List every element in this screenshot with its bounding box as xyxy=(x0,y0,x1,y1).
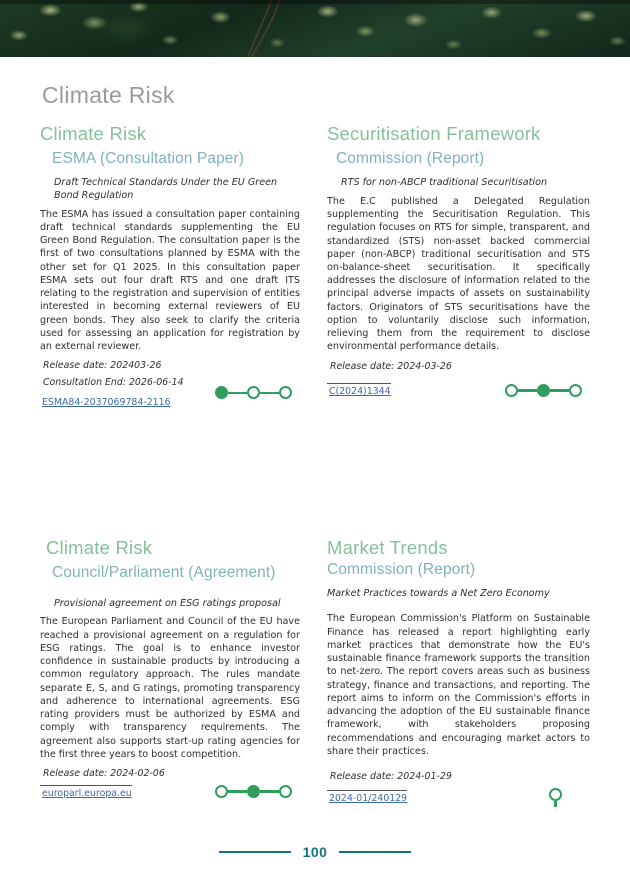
banner-top-shade xyxy=(0,0,630,4)
progress-bar-2 xyxy=(260,392,279,395)
card-subtitle: Market Practices towards a Net Zero Economy xyxy=(327,587,550,599)
progress-steps[interactable] xyxy=(215,785,300,798)
page-title: Climate Risk xyxy=(42,82,175,108)
card-body: The European Commission's Platform on Sustainable Finance has released a report highlighting early market practices that demonstrate how the EU's sustainable finance framework supports the transition to net-zero. The report covers areas such as business strategy, finance and transactions, and reporting. The report aims to inform on the Commission's efforts in advancing the adoption of the EU sustainable finance framework, with stakeholders proposing recommendations and encouraging market actors to share their practices. xyxy=(327,613,590,757)
card-reference-link[interactable]: ESMA84-2037069784-2116 xyxy=(42,396,171,408)
card-topic: Securitisation Framework xyxy=(327,123,541,144)
cards-row-2 xyxy=(40,537,590,807)
progress-dot-1[interactable] xyxy=(215,785,228,798)
progress-dot-1[interactable] xyxy=(215,386,228,399)
card-body: The European Parliament and Council of the EU have reached a provisional agreement on a regulation for ESG ratings. The goal is to enhance investor confidence in sustainable products by introducing a common regulatory approach. The rules mandate separate E, S, and G ratings, promoting transparency and adherence to international agreements. ESG rating providers must be authorized by ESMA and comply with transparency requirements. The agreement also supports start-up rating agencies for the first three years to boost competition. xyxy=(40,616,300,760)
progress-bar-1 xyxy=(228,392,247,395)
card-reference-link[interactable]: europarl.europa.eu xyxy=(40,785,132,799)
footer-rule-right xyxy=(339,851,411,853)
progress-dot-2[interactable] xyxy=(247,785,260,798)
progress-bar-2 xyxy=(260,790,279,793)
progress-steps[interactable] xyxy=(549,788,590,807)
progress-dot-3[interactable] xyxy=(279,386,292,399)
card-subtitle: RTS for non-ABCP traditional Securitisation xyxy=(341,176,548,188)
card-source: Commission (Report) xyxy=(336,150,485,168)
card-climate-risk-esma xyxy=(40,123,306,409)
card-topic: Climate Risk xyxy=(40,123,147,144)
progress-steps[interactable] xyxy=(215,386,300,399)
progress-bar-1 xyxy=(228,790,247,793)
footer-rule-left xyxy=(219,851,291,853)
progress-dot-3[interactable] xyxy=(569,384,582,397)
card-release-date: Release date: 2024-01-29 xyxy=(330,771,452,783)
card-securitisation-framework xyxy=(324,123,590,397)
cards-row-1 xyxy=(40,123,590,409)
card-consultation-end: Consultation End: 2026-06-14 xyxy=(43,377,184,388)
card-climate-risk-council xyxy=(40,537,306,799)
progress-dot-2[interactable] xyxy=(537,384,550,397)
card-release-date: Release date: 2024-02-06 xyxy=(43,768,165,780)
progress-steps[interactable] xyxy=(505,384,590,397)
forest-road-overlay xyxy=(0,0,630,57)
card-topic: Climate Risk xyxy=(46,536,153,558)
card-body: The ESMA has issued a consultation paper containing draft technical standards supplementing the EU Green Bond Regulation. The consultation paper is the first of two consultations planned by ESMA with the other set for Q1 2025. In this consultation paper ESMA sets out four draft RTS and one draft ITS relating to the registration and supervision of entities interested in becoming external reviewers of EU green bonds. They also seek to clarify the criteria used for assessing an application for registration by an external reviewer. xyxy=(40,208,300,353)
progress-dot-2[interactable] xyxy=(247,386,260,399)
card-subtitle: Provisional agreement on ESG ratings proposal xyxy=(54,597,281,609)
card-topic: Market Trends xyxy=(327,536,448,558)
page-footer xyxy=(0,844,630,860)
progress-stem-icon xyxy=(554,801,556,807)
card-source: Council/Parliament (Agreement) xyxy=(52,563,276,581)
card-reference-link[interactable]: 2024-01/240129 xyxy=(327,790,407,804)
card-source: ESMA (Consultation Paper) xyxy=(52,150,245,168)
progress-dot-1[interactable] xyxy=(549,788,562,801)
page-number: 100 xyxy=(302,844,328,860)
card-reference-link[interactable]: C(2024)1344 xyxy=(327,383,391,397)
card-source: Commission (Report) xyxy=(327,560,476,578)
cards-grid xyxy=(0,123,630,807)
progress-dot-1[interactable] xyxy=(505,384,518,397)
progress-bar-1 xyxy=(518,389,537,392)
progress-bar-2 xyxy=(550,389,569,392)
header-banner-image xyxy=(0,0,630,57)
card-release-date: Release date: 2024-03-26 xyxy=(330,360,452,372)
card-market-trends xyxy=(324,537,590,807)
card-body: The E.C published a Delegated Regulation supplementing the Securitisation Regulation. This regulation focuses on RTS for simple, transparent, and standardized (STS) non-asset backed commercial paper (non-ABCP) traditional securitisation and STS on-balance-sheet securitisation. It specifically addresses the disclosure of information related to the principal adverse impacts of assets on sustainability factors. Originators of STS securitisations have the option to voluntarily disclose such information, relieving them from the requirement to disclose environmental performance details. xyxy=(327,195,590,353)
card-release-date: Release date: 202403-26 xyxy=(43,360,162,372)
progress-dot-3[interactable] xyxy=(279,785,292,798)
card-subtitle: Draft Technical Standards Under the EU Green Bond Regulation xyxy=(54,176,278,201)
